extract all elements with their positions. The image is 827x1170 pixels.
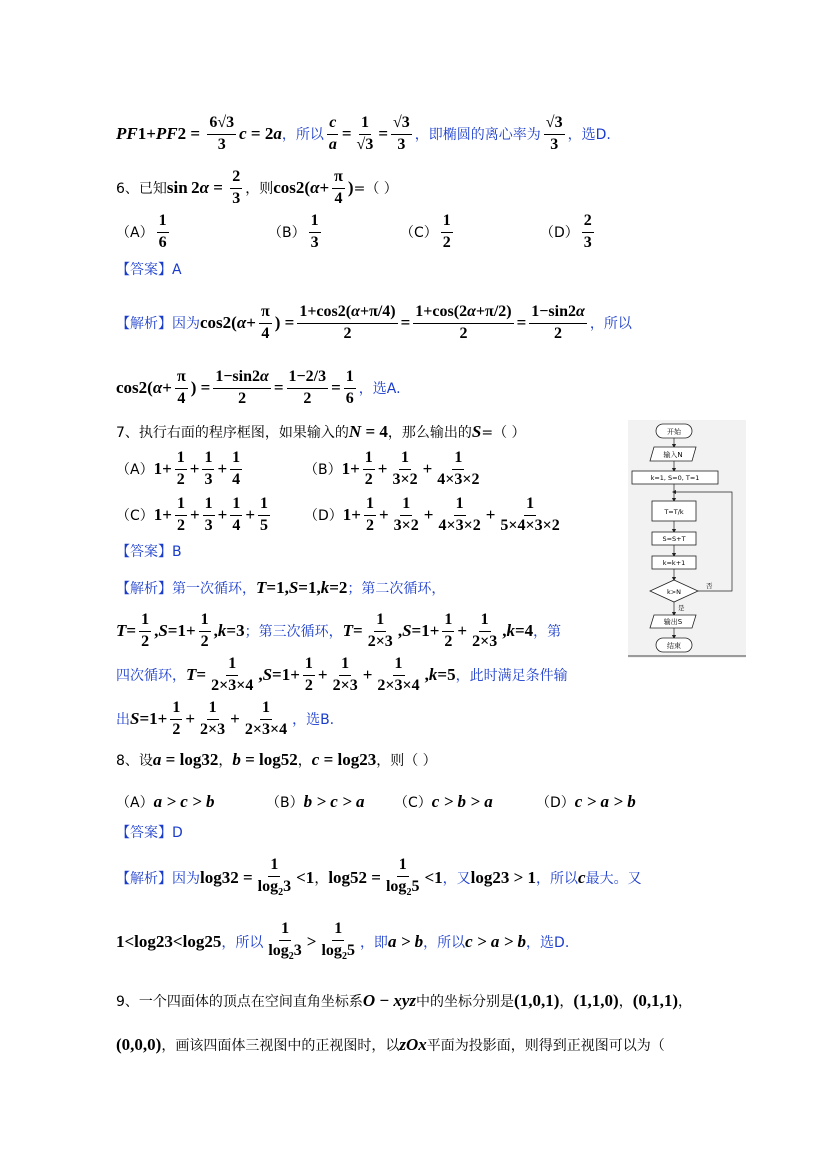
flow-init-label: k=1, S=0, T=1: [650, 474, 700, 482]
q7-analysis-line3: 四次循环， T = $\frac{1}{2\times 3\times 4}$ , S =1+ $\frac{1}{2}$ + $\frac{1}{2\times 3}$ + $\frac{1}{2\times 3\times 4}$ , k =5 ，此时满足条件输: [116, 654, 568, 694]
q8-options: [116, 790, 676, 814]
q7-option-d: （D） 1+ $\frac{1}{2}$ + $\frac{1}{3\times 2}$ + $\frac{1}{4\times 3\times 2}$ + $\frac{1}{5\times 4\times 3\times 2}$: [304, 494, 560, 534]
q9-line1-text: 9、一个四面体的顶点在空间直角坐标系: [116, 994, 363, 1010]
option-label: （D）: [304, 508, 343, 524]
second-loop-text: ；第二次循环，: [347, 581, 446, 597]
analysis-tag: 【解析】因为: [116, 316, 200, 332]
so-text: ，所以: [221, 935, 264, 951]
satisfy-text: ，此时满足条件输: [455, 668, 568, 684]
option-num: 2: [582, 213, 594, 233]
fourth-loop-text: 四次循环，: [116, 668, 186, 684]
q6-option-a: [116, 213, 268, 252]
q7-analysis-line4: 出 S =1+ $\frac{1}{2}$ + $\frac{1}{2\times 3}$ + $\frac{1}{2\times 3\times 4}$ ，选B.: [116, 698, 335, 738]
q6-paren: =（ ）: [353, 181, 398, 197]
q6-analysis-line1: 【解析】因为 cos 2 ( α + $\frac{\pi}{4}$ ) = $\frac{1+\cos 2(\alpha+\pi/4)}{2}$ = $\frac{1+\cos(2\alpha+\pi/2)}{2}$ = $\frac{1-\sin 2\alpha}{2}$ ，所以: [116, 302, 632, 342]
q6-answer: [116, 258, 182, 280]
flow-start-label: 开始: [667, 428, 681, 436]
q7-options-cd: [116, 494, 565, 536]
flowchart-image: [628, 420, 746, 658]
q9-line2: (0,0,0) ，画该四面体三视图中的正视图时，以 zOx 平面为投影面，则得到正视图可以为（: [116, 1035, 665, 1054]
q6-option-c: [400, 213, 540, 252]
flow-yes-label: 是: [678, 604, 685, 612]
option-label: （C）: [400, 225, 438, 241]
option-label: （D）: [540, 225, 579, 241]
ji-text: ，即: [359, 935, 388, 951]
q9-line2b-text: 平面为投影面，则得到正视图可以为（: [426, 1038, 665, 1054]
q9-line2-text: ，画该四面体三视图中的正视图时，以: [161, 1038, 400, 1054]
option-num: 1: [309, 213, 321, 233]
fourth-tail-text: ，第: [533, 624, 562, 640]
q9-line1: 9、一个四面体的顶点在空间直角坐标系 O − xyz 中的坐标分别是 (1,0,1) ， (1,1,0) ， (0,1,1) ，: [116, 991, 693, 1010]
choose-text: ，选A.: [358, 381, 401, 397]
option-num: 1: [157, 213, 169, 233]
option-label: （B）: [268, 225, 306, 241]
q7-option-c: （C） 1+ $\frac{1}{2}$ + $\frac{1}{3}$ + $\frac{1}{4}$ + $\frac{1}{5}$: [116, 494, 269, 534]
q7-option-a: （A） 1+ $\frac{1}{2}$ + $\frac{1}{3}$ + $\frac{1}{4}$: [116, 448, 241, 488]
q9-line1b-text: 中的坐标分别是: [416, 994, 515, 1010]
q7-analysis-line2: T = $\frac{1}{2}$ , S =1+ $\frac{1}{2}$ , k =3 ；第三次循环， T = $\frac{1}{2\times 3}$ , S =1+ $\frac{1}{2}$ + $\frac{1}{2\times 3}$ , k =4 ，第: [116, 610, 562, 650]
q6-option-d: [540, 213, 597, 252]
q7-stem-text: 7、执行右面的程序框图，如果输入的: [116, 425, 349, 441]
option-den: 3: [310, 233, 319, 251]
third-loop-text: ；第三次循环，: [244, 624, 343, 640]
q7-options-ab: [116, 448, 485, 490]
q8-stem: 8、设 a = log 3 2 ， b = log 5 2 ， c = log 2 3 ，则（ ）: [116, 750, 437, 769]
q6-stem: 6、已知 sin 2 α = $\frac{2}{3}$ ，则 cos 2 ( α + $\frac{\pi}{4}$ ) =（ ）: [116, 167, 398, 207]
q6-number: 6、已知: [116, 181, 167, 197]
q5-eccentricity-text: ，即椭圆的离心率为: [414, 127, 541, 143]
option-label: （A）: [116, 795, 154, 811]
q7-answer: [116, 540, 182, 562]
flow-step-s-label: S=S+T: [662, 535, 686, 543]
choose-text: ，选B.: [292, 712, 335, 728]
option-num: 1: [441, 213, 453, 233]
q8-option-d: （D） c > a > b: [536, 792, 636, 811]
flow-end-label: 结束: [667, 642, 681, 650]
flow-step-t-label: T=T/k: [664, 508, 684, 516]
flowchart-diagram: [628, 420, 746, 658]
q8-option-c: （C） c > b > a: [394, 792, 493, 811]
q7-mid-text: ，那么输出的: [387, 425, 472, 441]
fraction: $\frac{6√3}{3}$: [209, 113, 235, 153]
option-den: 2: [442, 233, 451, 251]
option-label: （A）: [116, 462, 154, 478]
q7-option-b: （B） 1+ $\frac{1}{2}$ + $\frac{1}{3\times 2}$ + $\frac{1}{4\times 3\times 2}$: [304, 448, 480, 488]
q8-option-b: （B） b > c > a: [266, 792, 365, 811]
flow-no-label: 否: [706, 582, 713, 590]
q7-stem: 7、执行右面的程序框图，如果输入的 N = 4 ，那么输出的 S =（ ）: [116, 422, 526, 441]
q6-options: [116, 210, 676, 254]
q7-paren: =（ ）: [481, 425, 526, 441]
flow-output-label: 输出S: [663, 618, 683, 626]
flow-step-k-label: k=k+1: [662, 559, 686, 567]
q8-analysis-line2: 1<log 2 3<log 2 5 ，所以 $\frac{1}{\log_23}$ > $\frac{1}{\log_25}$ ，即 a > b ，所以 c > a > b ，选D.: [116, 920, 570, 963]
so-text: ，所以: [589, 316, 632, 332]
q5-so-text: ，所以: [281, 127, 324, 143]
out-text: 出: [116, 712, 130, 728]
so2-text: ，所以: [423, 935, 466, 951]
q6-option-b: [268, 213, 400, 252]
option-label: （A）: [116, 225, 154, 241]
q6-then: ，则: [245, 181, 274, 197]
q8-then: ，则（ ）: [376, 753, 437, 769]
answer-tag: 【答案】A: [116, 262, 182, 278]
c-max-text: 最大。又: [585, 871, 642, 887]
q8-analysis-line1: 【解析】因为 log 3 2 = $\frac{1}{\log_23}$ <1 ， log 5 2 = $\frac{1}{\log_25}$ <1 ，又 log 2 3 > 1 ，所以 c 最大。又: [116, 856, 642, 899]
option-label: （D）: [536, 795, 575, 811]
option-label: （C）: [116, 508, 154, 524]
q8-answer: [116, 821, 183, 843]
flow-decision-label: k>N: [666, 588, 682, 596]
q7-analysis-line1: 【解析】第一次循环， T =1, S =1, k =2 ；第二次循环，: [116, 578, 446, 597]
so-c-text: ，所以: [536, 871, 579, 887]
choose-text: ，选D.: [526, 935, 570, 951]
q6-analysis-line2: cos 2 ( α + $\frac{\pi}{4}$ ) = $\frac{1-\sin 2\alpha}{2}$ = $\frac{1-2/3}{2}$ = $\frac{1}{6}$ ，选A.: [116, 367, 401, 407]
option-label: （B）: [304, 462, 342, 478]
option-label: （B）: [266, 795, 304, 811]
flow-input-label: 输入N: [663, 451, 683, 459]
option-den: 6: [158, 233, 167, 251]
answer-tag: 【答案】D: [116, 825, 183, 841]
option-den: 3: [583, 233, 592, 251]
analysis-tag: 【解析】第一次循环，: [116, 581, 256, 597]
q8-stem-text: 8、设: [116, 753, 153, 769]
q5-conclusion-line: PF 1 + PF 2 = $\frac{6√3}{3}$ c = 2 a ，所以 $\frac{c}{a}$ = $\frac{1}{√3}$ = $\frac{√3}{3}$ ，即椭圆的离心率为 $\frac{√3}{3}$ ，选D.: [116, 113, 611, 153]
option-label: （C）: [394, 795, 432, 811]
q5-choose-text: ，选D.: [567, 127, 611, 143]
analysis-tag: 【解析】因为: [116, 871, 200, 887]
answer-tag: 【答案】B: [116, 544, 182, 560]
again-text: ，又: [442, 871, 471, 887]
q8-option-a: （A） a > c > b: [116, 792, 215, 811]
